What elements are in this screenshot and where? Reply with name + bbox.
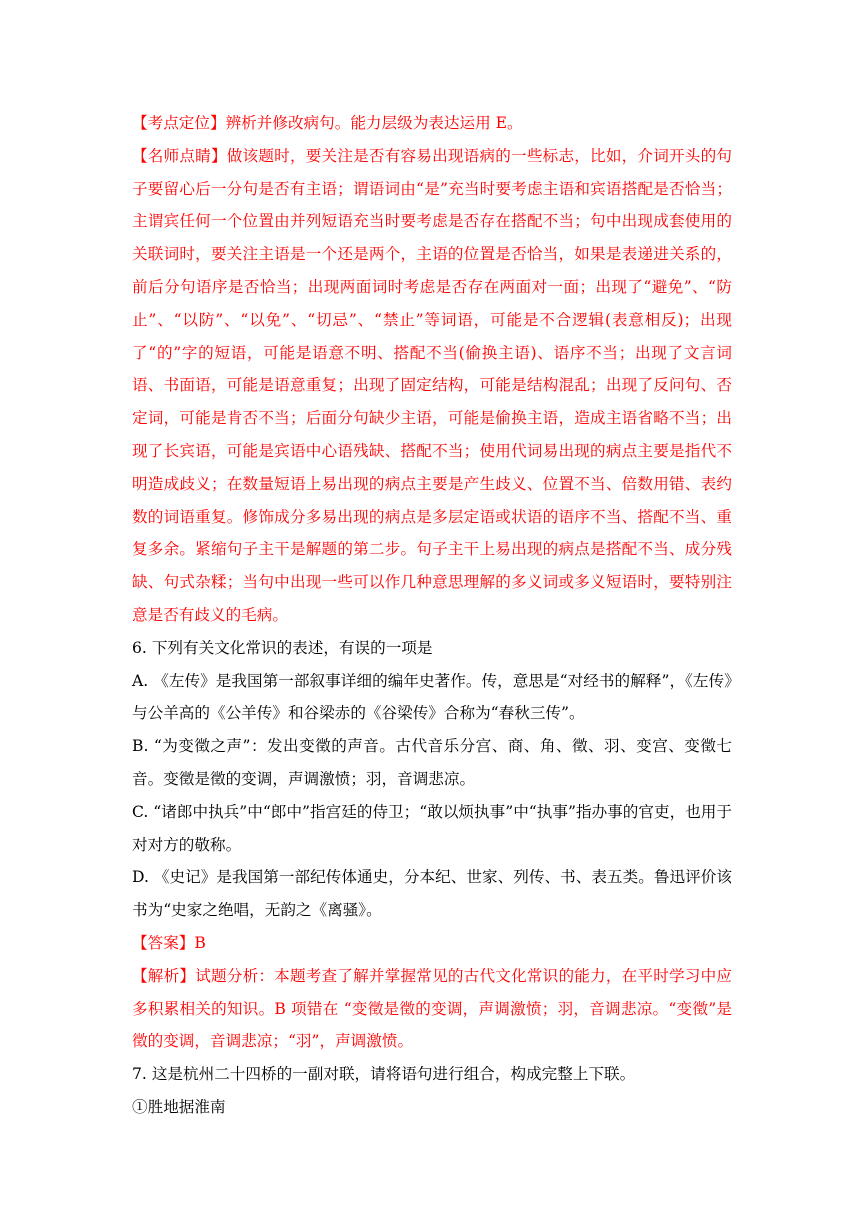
question-7-stem: 7. 这是杭州二十四桥的一副对联，请将语句进行组合，构成完整上下联。 (132, 1065, 636, 1084)
analysis-tag: 【解析】 (132, 966, 196, 985)
mingshi-tag: 【名师点睛】 (132, 146, 227, 165)
answer-value: B (194, 933, 206, 952)
question-6-option-c: C. “诸郎中执兵”中“郎中”指宫廷的侍卫；“敢以烦执事”中“执事”指办事的官吏，也用于对对方的敬称。 (132, 802, 732, 854)
question-6-option-b: B. “为变徵之声”：发出变徵的声音。古代音乐分宫、商、角、徵、羽、变宫、变徵七音。变徵是徵的变调，声调激愤；羽，音调悲凉。 (132, 737, 732, 788)
question-7-item-1: ①胜地据淮南 (132, 1097, 226, 1116)
kaodian-tag: 【考点定位】 (132, 114, 226, 132)
kaodian-text: 辨析并修改病句。能力层级为表达运用 E。 (225, 114, 523, 132)
answer-tag: 【答案】 (132, 933, 195, 952)
mingshi-paragraph (132, 140, 732, 632)
question-6-answer (132, 927, 732, 960)
question-6-option-d: D. 《史记》是我国第一部纪传体通史，分本纪、世家、列传、书、表五类。鲁迅评价该书为“史家之绝唱，无韵之《离骚》。 (132, 868, 732, 920)
kaodian-paragraph (132, 107, 732, 140)
analysis-text: 试题分析：本题考查了解并掌握常见的古代文化常识的能力，在平时学习中应多积累相关的知识。B 项错在 “变徵是徵的变调，声调激愤；羽，音调悲凉。“变徵”是徵的变调，音调悲凉；“羽”，声调激愤。 (132, 966, 732, 1051)
question-6-option-a: A. 《左传》是我国第一部叙事详细的编年史著作。传，意思是“对经书的解释”，《左传》与公羊高的《公羊传》和谷梁赤的《谷梁传》合称为“春秋三传”。 (132, 671, 732, 723)
question-6-analysis (132, 960, 732, 1058)
document-content (132, 107, 732, 1124)
question-6-stem: 6. 下列有关文化常识的表述，有误的一项是 (132, 638, 433, 657)
mingshi-text: 做该题时，要关注是否有容易出现语病的一些标志，比如，介词开头的句子要留心后一分句是否有主语；谓语词由“是”充当时要考虑主语和宾语搭配是否恰当；主谓宾任何一个位置由并列短语充当时要考虑是否存在搭配不当；句中出现成套使用的关联词时，要关注主语是一个还是两个，主语的位置是否恰当，如果是表递进关系的，前后分句语序是否恰当；出现两面词时考虑是否存在两面对一面；出现了“避免”、“防止”、“以防”、“以免”、“切忌”、“禁止”等词语，可能是不合逻辑(表意相反)；出现了“的”字的短语，可能是语意不明、搭配不当(偷换主语)、语序不当；出现了文言词语、书面语，可能是语意重复；出现了固定结构，可能是结构混乱；出现了反问句、否定词，可能是肯否不当；后面分句缺少主语，可能是偷换主语，造成主语省略不当；出现了长宾语，可能是宾语中心语残缺、搭配不当；使用代词易出现的病点主要是指代不明造成歧义；在数量短语上易出现的病点主要是产生歧义、位置不当、倍数用错、表约数的词语重复。修饰成分多易出现的病点是多层定语或状语的语序不当、搭配不当、重复多余。紧缩句子主干是解题的第二步。句子主干上易出现的病点是搭配不当、成分残缺、句式杂糅；当句中出现一些可以作几种意思理解的多义词或多义短语时，要特别注意是否有歧义的毛病。 (132, 146, 732, 624)
